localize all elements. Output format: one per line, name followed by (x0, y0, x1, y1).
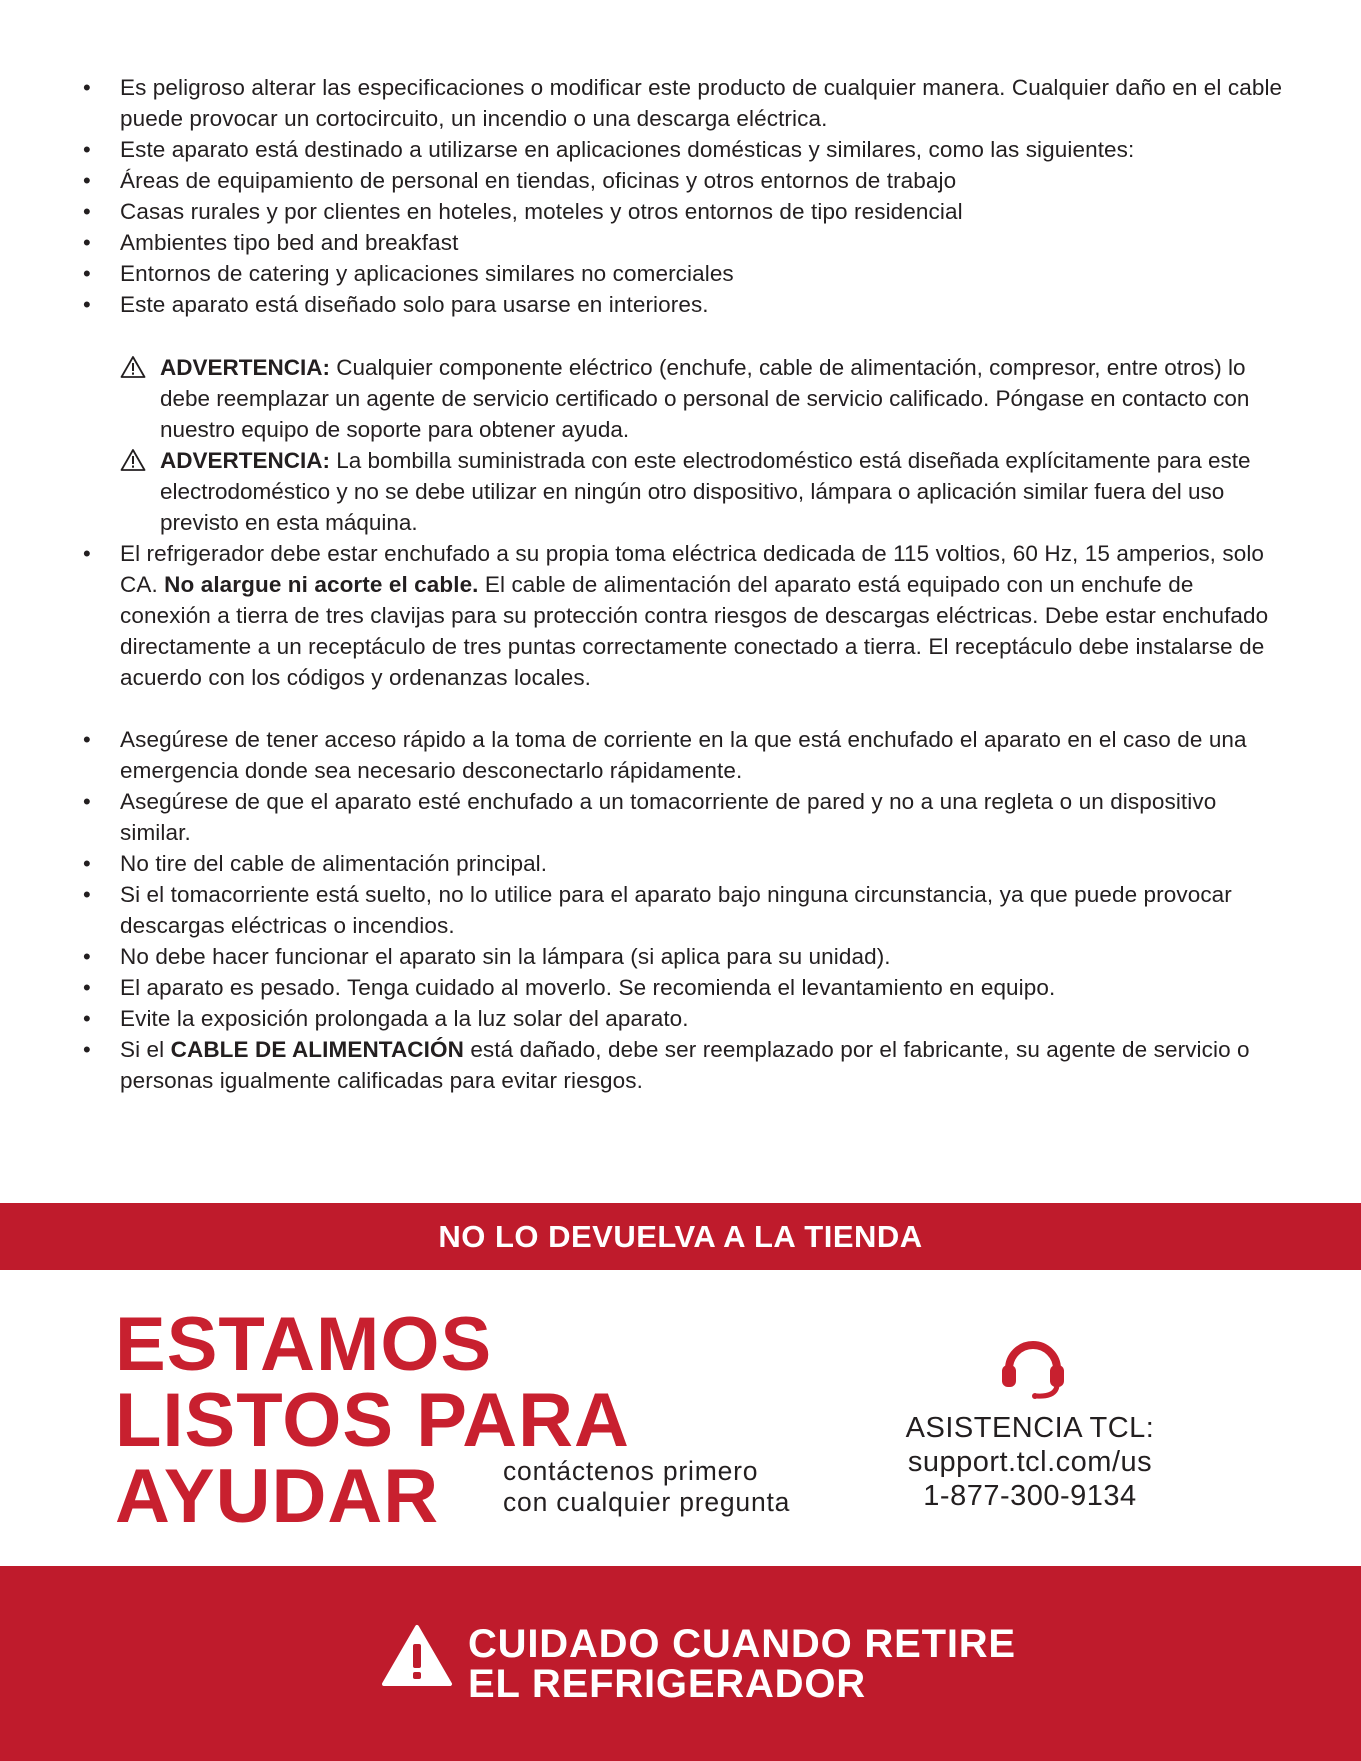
list-item: • Evite la exposición prolongada a la luz solar del aparato. (83, 1006, 689, 1031)
list-item: • No debe hacer funcionar el aparato sin la lámpara (si aplica para su unidad). (83, 944, 891, 969)
warning-icon (120, 448, 146, 472)
support-url[interactable]: support.tcl.com/us (907, 1446, 1153, 1478)
list-item: • Asegúrese de que el aparato esté enchufado a un tomacorriente de pared y no a una regleta o un dispositivo similar. (83, 789, 1217, 845)
list-item: • Este aparato está diseñado solo para usarse en interiores. (83, 292, 709, 317)
headset-icon (997, 1331, 1069, 1399)
warning-icon (381, 1624, 453, 1688)
warning-icon (120, 355, 146, 379)
list-item-plug: • El refrigerador debe estar enchufado a su propia toma eléctrica dedicada de 115 voltios, 60 Hz, 15 amperios, solo CA. No alargue ni acorte el cable. El cable de alimentación del aparato está equipado con un enchufe de conexión a tierra de tres clavijas para su protección contra riesgos de descargas eléctricas. Debe estar enchufado directamente a un receptáculo de tres puntas correctamente conectado a tierra. El receptáculo debe instalarse de acuerdo con los códigos y ordenanzas locales. (83, 541, 1269, 690)
list-item-cable: • Si el CABLE DE ALIMENTACIÓN está dañado, debe ser reemplazado por el fabricante, su agente de servicio o personas igualmente calificadas para evitar riesgos. (83, 1037, 1250, 1093)
list-item: • Entornos de catering y aplicaciones similares no comerciales (83, 261, 734, 286)
list-item: • Asegúrese de tener acceso rápido a la toma de corriente en la que está enchufado el aparato en el caso de una emergencia donde sea necesario desconectarlo rápidamente. (83, 727, 1247, 783)
support-phone[interactable]: 1-877-300-9134 (923, 1480, 1137, 1512)
list-item: • No tire del cable de alimentación principal. (83, 851, 548, 876)
headline-line: LISTOS PARA (115, 1378, 630, 1463)
list-item: • Casas rurales y por clientes en hoteles, moteles y otros entornos de tipo residencial (83, 199, 963, 224)
caution-banner (0, 1566, 1361, 1761)
warning-component: ADVERTENCIA: Cualquier componente eléctrico (enchufe, cable de alimentación, compresor, entre otros) lo debe reemplazar un agente de servicio certificado o personal de servicio calificado. Póngase en contacto con nuestro equipo de soporte para obtener ayuda. (160, 352, 1290, 445)
warning-bulb: ADVERTENCIA: La bombilla suministrada con este electrodoméstico está diseñada explícitamente para este electrodoméstico y no se debe utilizar en ningún otro dispositivo, lámpara o aplicación similar fuera del uso previsto en esta máquina. (160, 445, 1290, 538)
list-item: • El aparato es pesado. Tenga cuidado al moverlo. Se recomienda el levantamiento en equipo. (83, 975, 1056, 1000)
list-item: • Es peligroso alterar las especificaciones o modificar este producto de cualquier manera. Cualquier daño en el cable puede provocar un cortocircuito, un incendio o una descarga eléctrica. (83, 75, 1283, 131)
tagline: contáctenos primero con cualquier pregunta (503, 1456, 791, 1517)
warning-label: ADVERTENCIA: (160, 448, 331, 473)
list-item: • Si el tomacorriente está suelto, no lo utilice para el aparato bajo ninguna circunstancia, ya que puede provocar descargas eléctricas o incendios. (83, 882, 1232, 938)
headline-line: ESTAMOS (115, 1302, 493, 1387)
caution-text: CUIDADO CUANDO RETIRE EL REFRIGERADOR (468, 1622, 1016, 1706)
support-label: ASISTENCIA TCL: (905, 1412, 1155, 1444)
no-return-banner: NO LO DEVUELVA A LA TIENDA (0, 1203, 1361, 1270)
list-item: • Este aparato está destinado a utilizarse en aplicaciones domésticas y similares, como las siguientes: (83, 137, 1135, 162)
headline-line: AYUDAR (115, 1454, 440, 1539)
list-item: • Áreas de equipamiento de personal en tiendas, oficinas y otros entornos de trabajo (83, 168, 957, 193)
warning-label: ADVERTENCIA: (160, 355, 331, 380)
list-item: • Ambientes tipo bed and breakfast (83, 230, 459, 255)
